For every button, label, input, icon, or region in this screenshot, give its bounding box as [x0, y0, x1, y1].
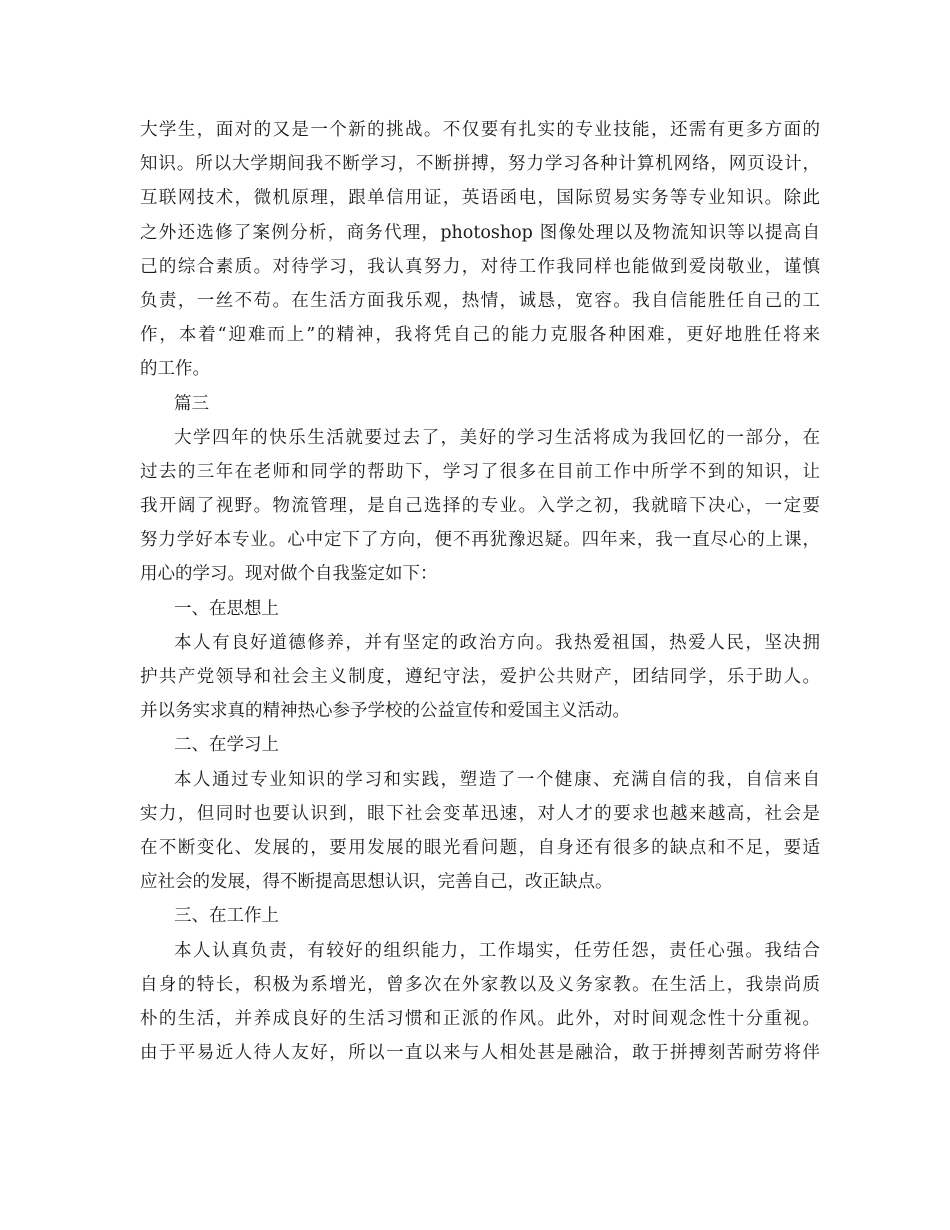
text-line: 作，本着“迎难而上”的精神，我将凭自己的能力克服各种困难，更好地胜任将来 [140, 325, 820, 346]
text-line: 大学生，面对的又是一个新的挑战。不仅要有扎实的专业技能，还需有更多方面的 [140, 120, 820, 140]
text-line: 二、在学习上 [174, 735, 279, 756]
text-line: 三、在工作上 [174, 906, 279, 927]
text-line: 我开阔了视野。物流管理，是自己选择的专业。入学之初，我就暗下决心，一定要 [140, 496, 820, 517]
text-line: 过去的三年在老师和同学的帮助下，学习了很多在目前工作中所学不到的知识，让 [140, 461, 820, 482]
document-body [140, 113, 820, 1070]
text-line: 自身的特长，积极为系增光，曾多次在外家教以及义务家教。在生活上，我崇尚质 [140, 974, 820, 995]
text-line: 之外还选修了案例分析，商务代理，photoshop 图像处理以及物流知识等以提高自 [140, 222, 820, 243]
text-line: 努力学好本专业。心中定下了方向，便不再犹豫迟疑。四年来，我一直尽心的上课， [140, 530, 820, 551]
text-line: 用心的学习。现对做个自我鉴定如下： [140, 564, 438, 585]
text-line: 篇三 [174, 393, 209, 414]
text-line: 的工作。 [140, 359, 210, 380]
text-line: 大学四年的快乐生活就要过去了，美好的学习生活将成为我回忆的一部分，在 [174, 427, 820, 448]
text-line: 一、在思想上 [174, 598, 279, 619]
text-line: 知识。所以大学期间我不断学习，不断拼搏，努力学习各种计算机网络，网页设计， [140, 154, 820, 175]
text-line: 本人认真负责，有较好的组织能力，工作塌实，任劳任怨，责任心强。我结合 [174, 940, 820, 961]
text-line: 护共产党领导和社会主义制度，遵纪守法，爱护公共财产，团结同学，乐于助人。 [140, 667, 820, 687]
text-line: 己的综合素质。对待学习，我认真努力，对待工作我同样也能做到爱岗敬业，谨慎 [140, 256, 820, 277]
text-line: 实力，但同时也要认识到，眼下社会变革迅速，对人才的要求也越来越高，社会是 [140, 803, 820, 824]
text-line: 本人有良好道德修养，并有坚定的政治方向。我热爱祖国，热爱人民，坚决拥 [174, 632, 820, 653]
text-line: 并以务实求真的精神热心参予学校的公益宣传和爱国主义活动。 [140, 701, 630, 722]
text-line: 应社会的发展，得不断提高思想认识，完善自己，改正缺点。 [140, 872, 613, 893]
text-line: 负责，一丝不苟。在生活方面我乐观，热情，诚恳，宽容。我自信能胜任自己的工 [140, 290, 820, 311]
text-line: 本人通过专业知识的学习和实践，塑造了一个健康、充满自信的我，自信来自 [174, 769, 820, 790]
text-line: 在不断变化、发展的，要用发展的眼光看问题，自身还有很多的缺点和不足，要适 [140, 837, 820, 858]
text-line: 由于平易近人待人友好，所以一直以来与人相处甚是融洽，敢于拼搏刻苦耐劳将伴 [140, 1043, 820, 1064]
text-line: 朴的生活，并养成良好的生活习惯和正派的作风。此外，对时间观念性十分重视。 [140, 1008, 820, 1029]
text-line: 互联网技术，微机原理，跟单信用证，英语函电，国际贸易实务等专业知识。除此 [140, 188, 820, 209]
